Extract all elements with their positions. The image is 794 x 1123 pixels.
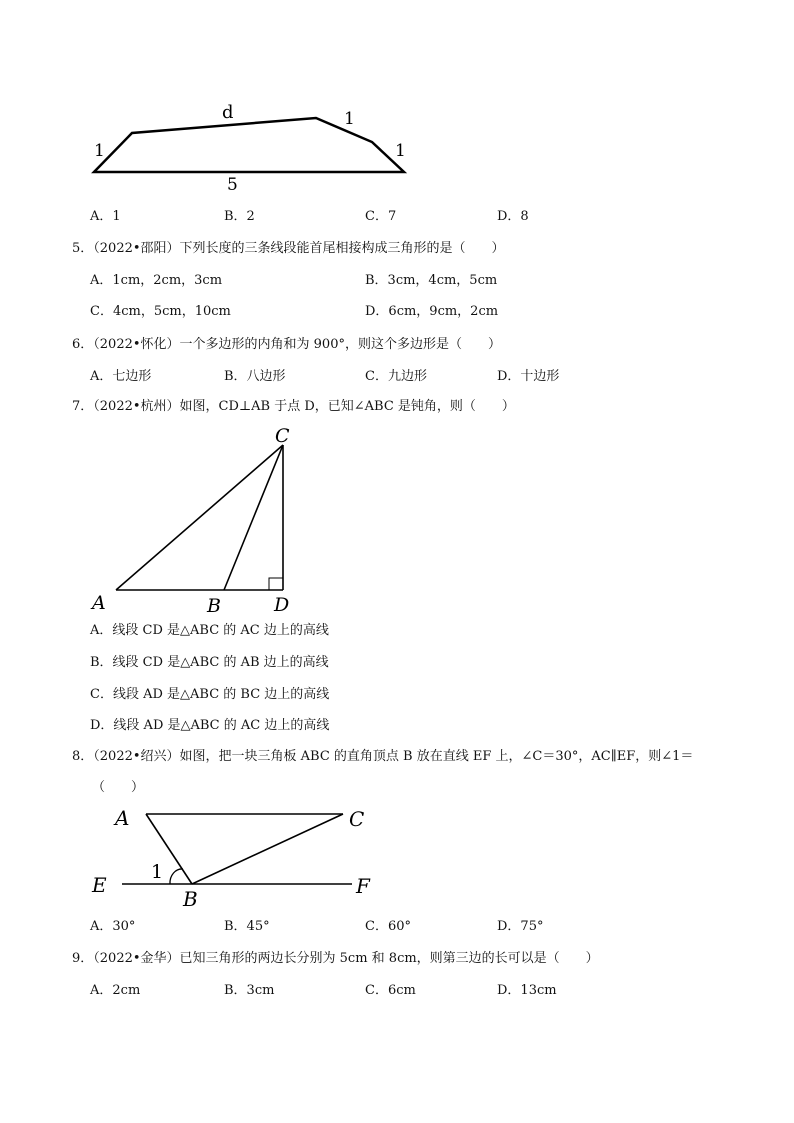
q5-option-a[interactable]: A．1cm，2cm，3cm <box>90 273 223 288</box>
q8-option-c[interactable]: C．60° <box>365 919 411 934</box>
q8-segment-bc <box>192 814 343 884</box>
q6-option-d[interactable]: D．十边形 <box>497 369 560 384</box>
q5-option-d[interactable]: D．6cm，9cm，2cm <box>365 304 499 319</box>
q7-label-d: D <box>274 594 290 616</box>
q4-label-right-1: 1 <box>395 141 406 161</box>
q7-option-a[interactable]: A．线段 CD 是△ABC 的 AC 边上的高线 <box>90 623 329 638</box>
q7-option-b[interactable]: B．线段 CD 是△ABC 的 AB 边上的高线 <box>90 655 329 670</box>
q8-label-a: A <box>115 806 130 830</box>
q9-stem: 9．（2022•金华）已知三角形的两边长分别为 5cm 和 8cm，则第三边的长可以是（ ） <box>72 951 599 966</box>
q8-label-f: F <box>356 874 370 898</box>
q7-option-d[interactable]: D．线段 AD 是△ABC 的 AC 边上的高线 <box>90 718 330 733</box>
q4-label-5: 5 <box>227 175 238 195</box>
q8-option-d[interactable]: D．75° <box>497 919 544 934</box>
q4-option-c[interactable]: C．7 <box>365 209 397 224</box>
q4-option-a[interactable]: A．1 <box>90 209 121 224</box>
q4-option-b[interactable]: B．2 <box>224 209 255 224</box>
q7-stem: 7．（2022•杭州）如图，CD⊥AB 于点 D，已知∠ABC 是钝角，则（ ） <box>72 399 515 414</box>
q8-label-c: C <box>349 807 365 831</box>
q7-label-a: A <box>92 592 106 614</box>
q4-label-top-right-1: 1 <box>344 109 355 129</box>
q8-stem-continued: （ ） <box>92 780 145 795</box>
q8-label-angle-1: 1 <box>151 861 164 883</box>
q8-option-b[interactable]: B．45° <box>224 919 270 934</box>
q8-angle-1-arc <box>170 869 183 884</box>
q9-option-c[interactable]: C．6cm <box>365 983 416 998</box>
q9-option-b[interactable]: B．3cm <box>224 983 275 998</box>
q4-label-left-1: 1 <box>94 141 105 161</box>
q8-stem: 8．（2022•绍兴）如图，把一块三角板 ABC 的直角顶点 B 放在直线 EF 上，∠C＝30°，AC∥EF，则∠1＝ <box>72 749 694 764</box>
q6-option-c[interactable]: C．九边形 <box>365 369 427 384</box>
q6-option-a[interactable]: A．七边形 <box>90 369 152 384</box>
q9-option-d[interactable]: D．13cm <box>497 983 557 998</box>
q5-option-c[interactable]: C．4cm，5cm，10cm <box>90 304 231 319</box>
q6-option-b[interactable]: B．八边形 <box>224 369 286 384</box>
q7-option-c[interactable]: C．线段 AD 是△ABC 的 BC 边上的高线 <box>90 687 330 702</box>
q5-option-b[interactable]: B．3cm，4cm，5cm <box>365 273 498 288</box>
q4-option-d[interactable]: D．8 <box>497 209 529 224</box>
q4-label-d: d <box>222 102 234 123</box>
q6-stem: 6．（2022•怀化）一个多边形的内角和为 900°，则这个多边形是（ ） <box>72 337 501 352</box>
q8-label-b: B <box>183 887 198 911</box>
q8-option-a[interactable]: A．30° <box>90 919 136 934</box>
q5-stem: 5．（2022•邵阳）下列长度的三条线段能首尾相接构成三角形的是（ ） <box>72 241 505 256</box>
q8-label-e: E <box>92 873 107 897</box>
q7-label-c: C <box>275 425 290 447</box>
q9-option-a[interactable]: A．2cm <box>90 983 141 998</box>
q7-label-b: B <box>207 595 221 617</box>
